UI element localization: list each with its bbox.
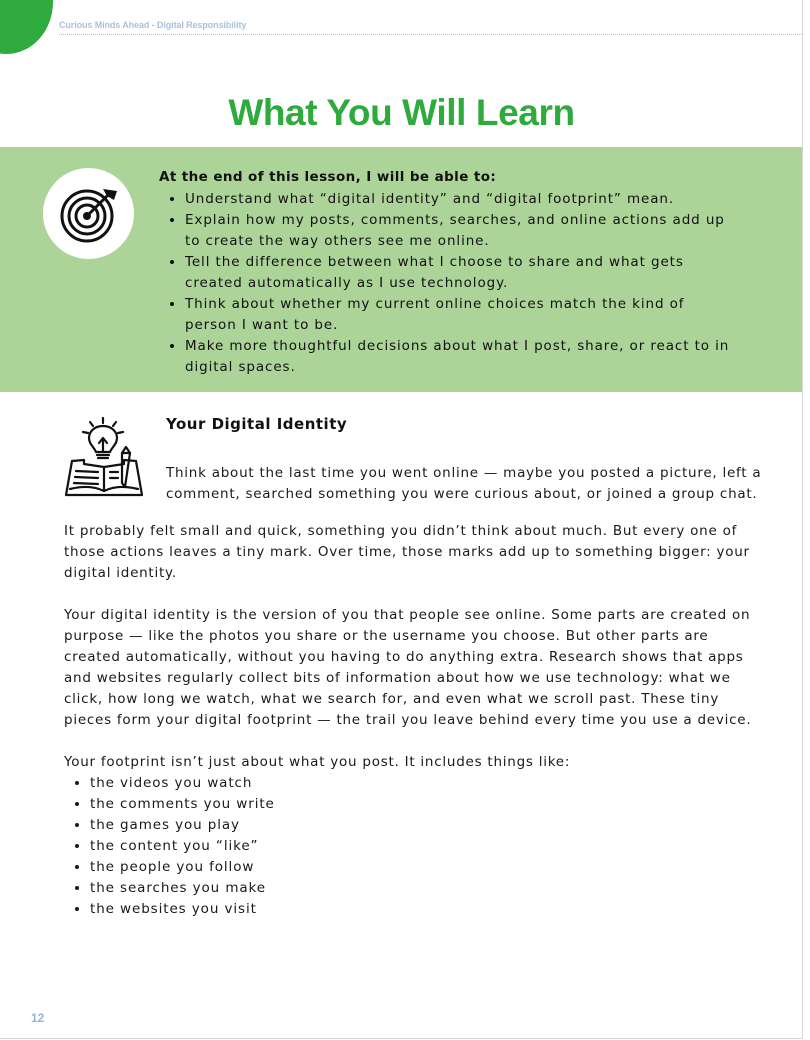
lightbulb-book-icon — [64, 417, 144, 497]
intro-paragraph: Think about the last time you went online — maybe you posted a picture, left a comment, searched something you were curious about, or joined a group chat. — [166, 465, 762, 502]
list-item: • Tell the difference between what I choose to share and what gets created automatically as I use technology. — [185, 252, 739, 294]
section-heading: Your Digital Identity — [166, 415, 348, 433]
body-paragraph-3: Your footprint isn’t just about what you post. It includes things like: — [64, 754, 571, 770]
page-title: What You Will Learn — [228, 92, 575, 133]
target-icon — [59, 184, 119, 244]
learning-objectives-heading: At the end of this lesson, I will be able to: — [159, 169, 497, 185]
list-item: • the games you play — [90, 815, 464, 836]
target-icon-badge — [43, 168, 134, 259]
list-item: • the content you “like” — [90, 836, 464, 857]
list-item: • Explain how my posts, comments, searches, and online actions add up to create the way others see me online. — [185, 210, 739, 252]
body-paragraph-1: It probably felt small and quick, something you didn’t think about much. But every one of those actions leaves a tiny mark. Over time, those marks add up to something bigger: your digital identity. — [64, 523, 750, 581]
corner-decoration — [0, 0, 53, 54]
header-divider — [59, 34, 802, 35]
list-item: • the websites you visit — [90, 899, 464, 920]
list-item: • the videos you watch — [90, 773, 464, 794]
body-paragraph-2: Your digital identity is the version of you that people see online. Some parts are created on purpose — like the photos you share or the username you choose. But other parts are created automatically, without you having to do anything extra. Research shows that apps and websites regularly collect bits of information about how we use technology: what we click, how long we watch, what we search for, and even what we scroll past. These tiny pieces form your digital footprint — the trail you leave behind every time you use a device. — [64, 607, 752, 728]
learning-objectives-list — [159, 189, 739, 378]
page-number: 12 — [31, 1011, 45, 1025]
running-header: Curious Minds Ahead - Digital Responsibility — [59, 20, 247, 30]
list-item: • Understand what “digital identity” and “digital footprint” mean. — [185, 189, 739, 210]
footprint-examples-list — [64, 773, 464, 920]
list-item: • the comments you write — [90, 794, 464, 815]
list-item: • Think about whether my current online choices match the kind of person I want to be. — [185, 294, 739, 336]
list-item: • the searches you make — [90, 878, 464, 899]
list-item: • Make more thoughtful decisions about what I post, share, or react to in digital spaces. — [185, 336, 739, 378]
list-item: • the people you follow — [90, 857, 464, 878]
